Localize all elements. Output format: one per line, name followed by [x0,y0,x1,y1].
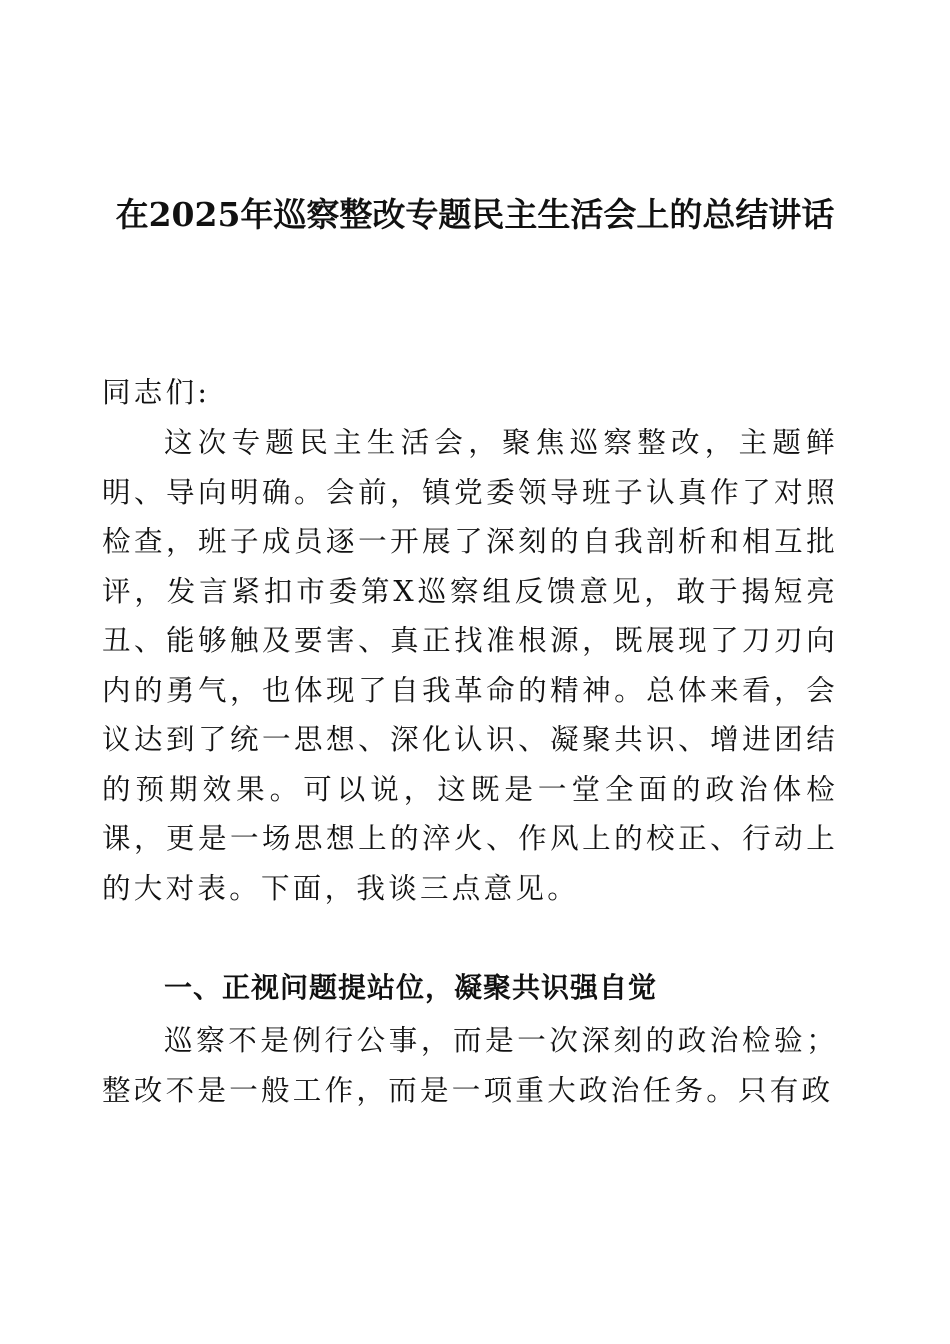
paragraph-section-one: 巡察不是例行公事，而是一次深刻的政治检验；整改不是一般工作，而是一项重大政治任务。只有政 [102,1024,838,1107]
document-title: 在2025年巡察整改专题民主生活会上的总结讲话 [115,195,835,234]
section-heading: 一、正视问题提站位，凝聚共识强自觉 [164,971,658,1004]
paragraph-intro: 这次专题民主生活会，聚焦巡察整改，主题鲜明、导向明确。会前，镇党委领导班子认真作了对照检查，班子成员逐一开展了深刻的自我剖析和相互批评，发言紧扣市委第X巡察组反馈意见，敢于揭短亮丑、能够触及要害、真正找准根源，既展现了刀刃向内的勇气，也体现了自我革命的精神。总体来看，会议达到了统一思想、深化认识、凝聚共识、增进团结的预期效果。可以说，这既是一堂全面的政治体检课，更是一场思想上的淬火、作风上的校正、行动上的大对表。下面，我谈三点意见。 [102,426,838,905]
salutation: 同志们: [102,376,211,409]
